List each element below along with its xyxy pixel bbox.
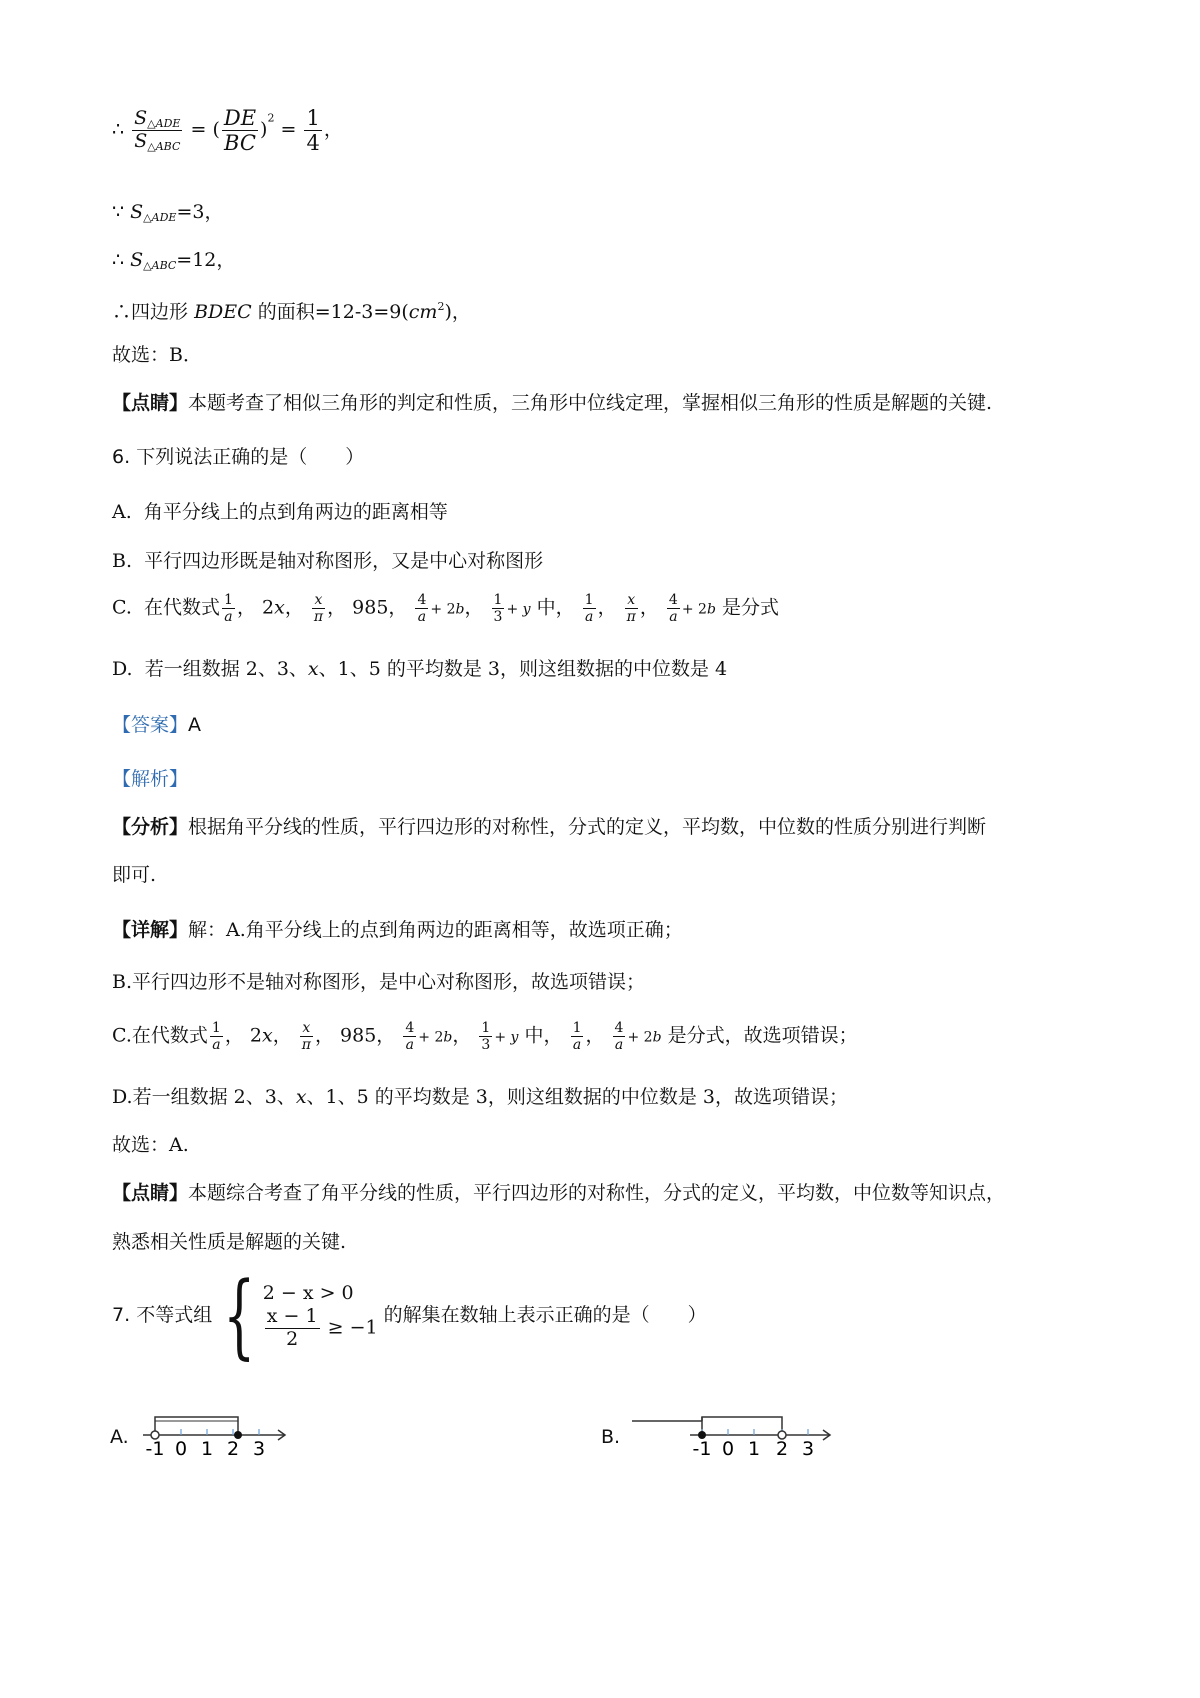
q7-option-a-numberline[interactable] <box>135 1405 295 1460</box>
tick-label: 2 <box>775 1438 789 1460</box>
q6-xiangjie-c: C.在代数式 $\frac{1}{a}$ ， 2x， $\frac{x}{\pi}$ ， 985， $\frac{4}{a}$ + 2b， $\frac{1}{3}$ + y 中， $\frac{1}{a}$ ， $\frac{4}{a}$ + 2b 是分式，故选项错误； <box>112 1020 858 1054</box>
q6-dianjing-2: 熟悉相关性质是解题的关键. <box>112 1231 347 1253</box>
de-bc-fraction: $\frac{DE}{BC}$ <box>223 106 257 156</box>
question-7-stem: 7. 不等式组 { 2 − x > 0 $\frac{x - 1}{2}$ ≥ −1 的解集在数轴上表示正确的是（ ） <box>112 1262 707 1369</box>
ratio-line: ∴ $\frac{S_{\triangle ADE}}{S_{\triangle ABC}}$ = ( $\frac{DE}{BC}$ )$^2$ = $\frac{1}{4}$ ， <box>112 106 343 156</box>
q6-dianjing-1: 【点睛】本题综合考查了角平分线的性质，平行四边形的对称性，分式的定义，平均数，中位数等知识点， <box>112 1182 1006 1204</box>
tick-label: -1 <box>145 1438 165 1460</box>
q6-fenxi-2: 即可. <box>112 864 157 886</box>
tick-label: 2 <box>226 1438 240 1460</box>
choose-b-line: 故选：B． <box>112 344 202 366</box>
q6-option-a: A. 角平分线上的点到角两边的距离相等 <box>112 501 448 523</box>
q6-option-d: D. 若一组数据 2、3、x、1、5 的平均数是 3，则这组数据的中位数是 4 <box>112 658 728 680</box>
q7-option-b-numberline[interactable] <box>630 1405 840 1460</box>
q6-xiangjie-a: 【详解】解：A.角平分线上的点到角两边的距离相等，故选项正确； <box>112 919 683 941</box>
tick-label: 3 <box>252 1438 266 1460</box>
q6-option-c: C. 在代数式 $\frac{1}{a}$ ， 2x， $\frac{x}{\pi}$ ， 985， $\frac{4}{a}$ + 2b， $\frac{1}{3}$ + y 中， $\frac{1}{a}$ ， $\frac{x}{\pi}$ ， $\frac{4}{a}$ + 2b 是分式 <box>112 592 779 626</box>
quad-area-line: ∴四边形 BDEC 的面积$=12-3=9(cm^2)$， <box>112 300 471 323</box>
therefore-symbol: ∴ <box>112 118 125 141</box>
tick-label: -1 <box>692 1438 712 1460</box>
tick-label: 3 <box>801 1438 815 1460</box>
area-ratio-fraction: $\frac{S_{\triangle ADE}}{S_{\triangle ABC}}$ <box>134 106 181 154</box>
q6-answer: 【答案】A <box>112 714 202 736</box>
q7-option-b-label[interactable]: B. <box>601 1426 621 1448</box>
tick-label: 1 <box>200 1438 214 1460</box>
abc-area-line: ∴ $S_{\triangle ABC}=12$， <box>112 249 236 272</box>
question-6-stem: 6. 下列说法正确的是（ ） <box>112 446 365 468</box>
inequality-system: 2 − x > 0 $\frac{x - 1}{2}$ ≥ −1 <box>262 1282 378 1350</box>
q6-xiangjie-d: D.若一组数据 2、3、x、1、5 的平均数是 3，则这组数据的中位数是 3，故选项错误； <box>112 1086 849 1108</box>
tick-label: 0 <box>174 1438 188 1460</box>
given-area-line: ∵ $S_{\triangle ADE}=3$， <box>112 201 224 224</box>
tick-label: 1 <box>747 1438 761 1460</box>
q6-choose: 故选：A. <box>112 1134 189 1156</box>
tick-label: 0 <box>721 1438 735 1460</box>
q6-xiangjie-b: B.平行四边形不是轴对称图形，是中心对称图形，故选项错误； <box>112 971 646 993</box>
q6-fenxi-1: 【分析】根据角平分线的性质，平行四边形的对称性，分式的定义，平均数，中位数的性质分别进行判断 <box>112 816 987 838</box>
q6-jiexi-tag: 【解析】 <box>112 768 189 790</box>
q7-option-a-label[interactable]: A. <box>110 1426 129 1448</box>
dianjing-q5: 【点睛】本题考查了相似三角形的判定和性质，三角形中位线定理，掌握相似三角形的性质是解题的关键. <box>112 392 993 414</box>
system-brace: { <box>223 1262 256 1369</box>
quarter-fraction: $\frac{1}{4}$ <box>306 106 320 156</box>
q6-option-b: B. 平行四边形既是轴对称图形，又是中心对称图形 <box>112 550 544 572</box>
